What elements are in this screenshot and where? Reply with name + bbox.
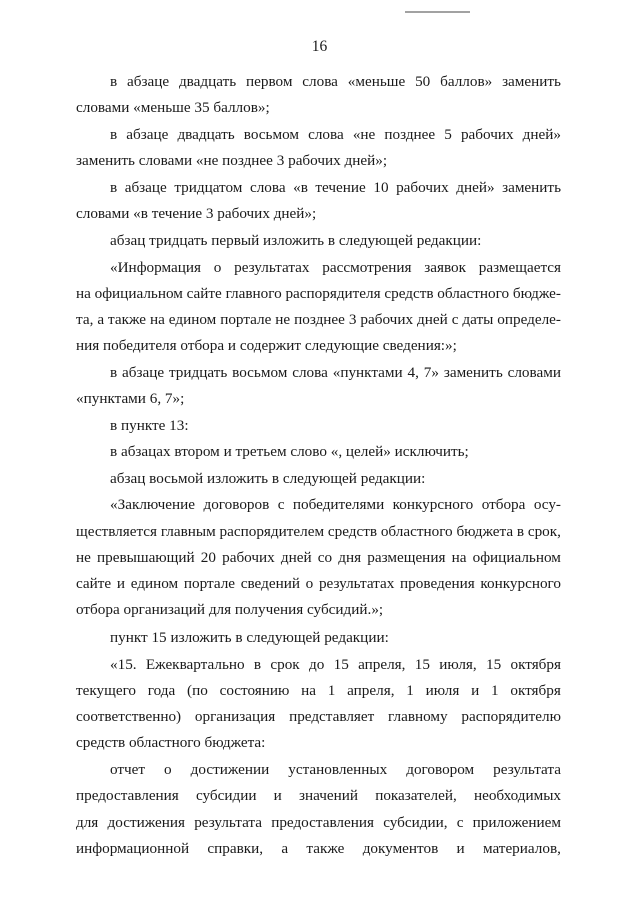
text-line: в абзаце тридцать восьмом слова «пунктами 4, 7» заменить словами — [110, 364, 561, 381]
text-line: в абзаце двадцать первом слова «меньше 50 баллов» заменить — [110, 73, 561, 90]
page-number: 16 — [311, 38, 328, 55]
text-line: предоставления субсидии и значений показателей, необходимых — [76, 787, 561, 804]
text-line: та, а также на едином портале не позднее 3 рабочих дней с даты определе- — [76, 311, 561, 328]
text-line: средств областного бюджета: — [76, 734, 266, 751]
text-line: для достижения результата предоставления субсидии, с приложением — [76, 814, 561, 831]
text-line: заменить словами «не позднее 3 рабочих дней»; — [76, 152, 388, 169]
text-line: отчет о достижении установленных договором результата — [110, 761, 561, 778]
text-line: «15. Ежеквартально в срок до 15 апреля, 15 июля, 15 октября — [110, 656, 561, 673]
text-line: «Информация о результатах рассмотрения заявок размещается — [110, 259, 561, 276]
text-line: в абзаце тридцатом слова «в течение 10 рабочих дней» заменить — [110, 179, 561, 196]
text-line: соответственно) организация представляет главному распорядителю — [76, 708, 561, 725]
text-line: информационной справки, а также документов и материалов, — [76, 840, 561, 857]
text-line: на официальном сайте главного распорядителя средств областного бюдже- — [76, 285, 561, 302]
text-line: не превышающий 20 рабочих дней со дня размещения на официальном — [76, 549, 561, 566]
text-line: абзац восьмой изложить в следующей редакции: — [110, 470, 426, 487]
text-line: в пункте 13: — [110, 417, 189, 434]
text-line: «Заключение договоров с победителями конкурсного отбора осу- — [110, 496, 561, 513]
text-line: отбора организаций для получения субсидий.»; — [76, 601, 384, 618]
text-line: словами «меньше 35 баллов»; — [76, 99, 270, 116]
text-line: сайте и едином портале сведений о результатах проведения конкурсного — [76, 575, 561, 592]
text-line: «пунктами 6, 7»; — [76, 390, 185, 407]
text-line: абзац тридцать первый изложить в следующей редакции: — [110, 232, 482, 249]
text-line: в абзаце двадцать восьмом слова «не позднее 5 рабочих дней» — [110, 126, 561, 143]
text-line: пункт 15 изложить в следующей редакции: — [110, 629, 389, 646]
text-line: в абзацах втором и третьем слово «, целей» исключить; — [110, 443, 469, 460]
page-edge — [0, 0, 639, 2]
text-line: словами «в течение 3 рабочих дней»; — [76, 205, 317, 222]
text-line: ния победителя отбора и содержит следующие сведения:»; — [76, 337, 457, 354]
scan-edge-line — [0, 11, 639, 13]
text-line: ществляется главным распорядителем средств областного бюджета в срок, — [76, 523, 561, 540]
text-line: текущего года (по состоянию на 1 апреля, 1 июля и 1 октября — [76, 682, 561, 699]
